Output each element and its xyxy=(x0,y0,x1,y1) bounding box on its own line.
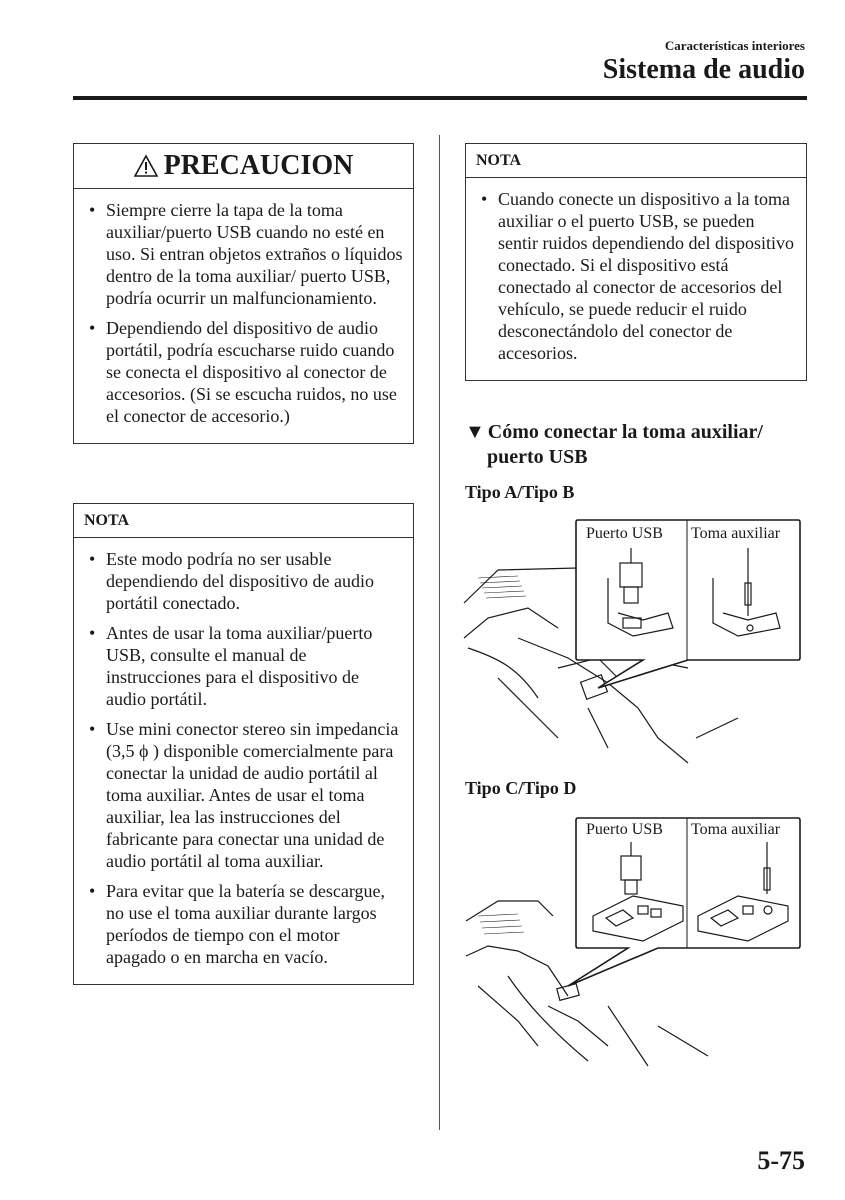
list-item: • Antes de usar la toma auxiliar/puerto USB, consulte el manual de instrucciones para el dispositivo de audio portátil. xyxy=(86,622,403,710)
page-number: 5-75 xyxy=(757,1146,805,1175)
list-item: • Este modo podría no ser usable dependiendo del dispositivo de audio portátil conectado. xyxy=(86,548,403,614)
list-item: • Use mini conector stereo sin impedancia (3,5 ϕ ) disponible comercialmente para conectar la unidad de audio portátil al toma auxiliar. Antes de usar el toma auxiliar, lea las instrucciones del fabricante para conectar una unidad de audio portátil al toma auxiliar. xyxy=(86,718,403,872)
usb-aux-diagram-cd xyxy=(458,806,803,1068)
callout-usb-label: Puerto USB xyxy=(586,525,663,542)
header-rule xyxy=(73,96,807,100)
note-list xyxy=(466,178,806,380)
subsection-heading xyxy=(465,420,805,470)
figure-label: Tipo C/Tipo D xyxy=(465,778,577,798)
callout-frame xyxy=(576,520,800,688)
note-title: NOTA xyxy=(74,504,413,538)
list-item: • Dependiendo del dispositivo de audio portátil, podría escucharse ruido cuando se conecta el dispositivo al conector de accesorios. (Si se escucha ruidos, no use el conector de accesorio.) xyxy=(86,317,403,427)
triangle-marker-icon: ▼ xyxy=(465,421,485,443)
usb-aux-diagram-ab xyxy=(458,508,803,770)
note-list xyxy=(74,538,413,984)
callout-usb-label: Puerto USB xyxy=(586,821,663,838)
column-divider xyxy=(439,135,440,1130)
section-name: Características interiores xyxy=(664,38,805,53)
list-item: • Para evitar que la batería se descargue, no use el toma auxiliar durante largos períodos de tiempo con el motor apagado o en marcha en vacío. xyxy=(86,880,403,968)
page-title: Sistema de audio xyxy=(602,54,805,85)
note-title: NOTA xyxy=(466,144,806,178)
caution-box xyxy=(73,143,414,444)
note-box-left xyxy=(73,503,414,985)
list-item: • Cuando conecte un dispositivo a la toma auxiliar o el puerto USB, se pueden sentir ruidos dependiendo del dispositivo conectado. Si el dispositivo está conectado al conector de accesorios del vehículo, se puede reducir el ruido desconectándolo del conector de accesorios. xyxy=(478,188,796,364)
warning-triangle-icon xyxy=(134,154,158,178)
caution-header xyxy=(74,144,413,189)
callout-aux-label: Toma auxiliar xyxy=(691,525,781,542)
caution-title: PRECAUCION xyxy=(163,150,354,181)
callout-aux-label: Toma auxiliar xyxy=(691,821,781,838)
figure-label: Tipo A/Tipo B xyxy=(465,482,575,502)
caution-list xyxy=(74,189,413,443)
note-box-right xyxy=(465,143,807,381)
list-item: • Siempre cierre la tapa de la toma auxiliar/puerto USB cuando no esté en uso. Si entran objetos extraños o líquidos dentro de la toma auxiliar/ puerto USB, podría ocurrir un malfuncionamiento. xyxy=(86,199,403,309)
subsection-title-line1: Cómo conectar la toma auxiliar/ xyxy=(487,421,763,443)
subsection-title-line2: puerto USB xyxy=(487,446,588,468)
